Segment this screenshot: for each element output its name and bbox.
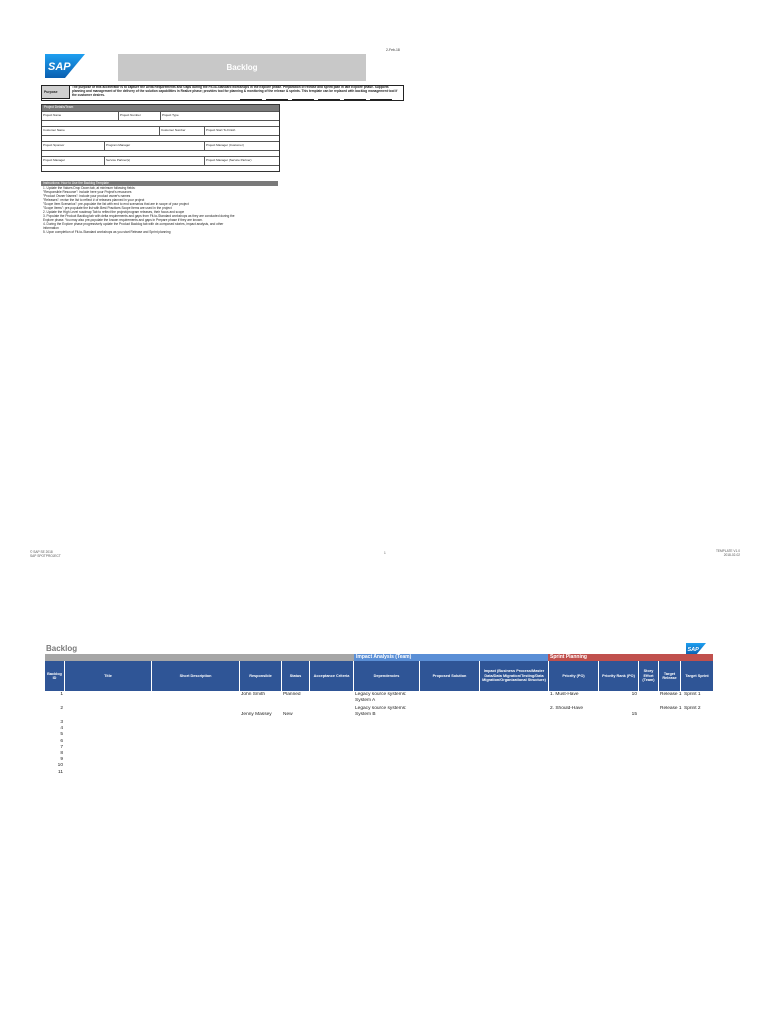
col-priority[interactable]: Priority (PO) [549, 661, 599, 691]
divider [240, 99, 262, 100]
cell-id: 5 [60, 732, 63, 738]
field-label: Project Manager (Service Partner) [206, 158, 252, 162]
field-label: Project Start To Finish [206, 128, 236, 132]
cell-title[interactable] [65, 706, 152, 720]
instruction-line: 3. Populate the Product Backlog tab with delta requirements and gaps from Fit-to-Standard workshops as they are conducted during the [43, 214, 235, 218]
project-details-header: Project Details/Team [42, 105, 279, 111]
instruction-line: information [43, 226, 59, 230]
col-story-effort[interactable]: Story Effort (Team) [639, 661, 659, 691]
cell-solution[interactable] [420, 692, 480, 706]
divider [292, 99, 314, 100]
divider [266, 99, 288, 100]
cell-impact[interactable] [480, 692, 549, 706]
cell-impact[interactable] [480, 706, 549, 720]
cell-id: 1 [60, 692, 63, 697]
field-label: Project Sponsor [42, 142, 105, 150]
cell-acceptance[interactable] [310, 692, 354, 706]
col-status[interactable]: Status [282, 661, 310, 691]
col-acceptance-criteria[interactable]: Acceptance Criteria [310, 661, 354, 691]
cell-acceptance[interactable] [310, 706, 354, 720]
col-target-release[interactable]: Target Release [659, 661, 681, 691]
column-group-row [45, 654, 713, 661]
purpose-label: Purpose [41, 85, 70, 99]
col-impact[interactable]: Impact (Business Process/Master Data/Data Migration/Testing/Data Migration/Organizational Structure) [480, 661, 549, 691]
col-dependencies[interactable]: Dependencies [354, 661, 420, 691]
cell-id: 4 [60, 726, 63, 732]
col-title[interactable]: Title [65, 661, 152, 691]
instruction-line: Explore phase. You may also pre-populate the known requirements and gaps in Prepare phase if they are known. [43, 218, 203, 222]
instruction-line: "Product Owner Names": include your product owner's names [43, 194, 131, 198]
instruction-line: 1. Update the Values Drop Down tab, at minimum following fields: [43, 186, 136, 190]
footer-right: TEMPLATE V1.0 2018-02-02 [715, 549, 740, 557]
field-label: Project Number [119, 112, 161, 120]
cell-sprint[interactable]: Sprint 1 [684, 692, 701, 697]
field-label: Customer Name [42, 127, 160, 135]
col-proposed-solution[interactable]: Proposed Solution [420, 661, 480, 691]
instruction-line: "Scope Item Scenarios": pre-populate the list with end to end scenarios that are in scope of your project [43, 202, 189, 206]
col-backlog-id[interactable]: Backlog ID [45, 661, 65, 691]
cell-priority[interactable]: 1. Must-Have [550, 692, 579, 697]
backlog-table-body [45, 692, 713, 776]
svg-text:SAP: SAP [48, 61, 71, 73]
cell-desc[interactable] [152, 692, 240, 706]
cell-effort[interactable] [639, 706, 659, 720]
instruction-line: 4. During the Explore phase progressively update the Product Backlog tab with de-composed stories, impact analysis, and other [43, 222, 224, 226]
cell-id: 2 [60, 706, 63, 711]
cell-id: 7 [60, 744, 63, 750]
cell-responsible[interactable]: John Smith [241, 692, 265, 697]
field-label: Project Manager [42, 157, 105, 165]
cell-priority[interactable]: 2. Should-Have [550, 706, 584, 711]
instruction-line: "Responsible Resource": include here your Project's resources [43, 190, 132, 194]
instruction-line: 2. Update the High Level roadmap Tab to reflect the project/program releases, their focus and scope [43, 210, 185, 214]
cell-title[interactable] [65, 692, 152, 706]
project-row [42, 111, 279, 120]
field-label: Project Name [42, 112, 119, 120]
backlog-title: Backlog [46, 644, 78, 653]
svg-text:SAP: SAP [687, 647, 699, 653]
cell-dependencies[interactable]: Legacy source systems: System B [355, 706, 407, 717]
cell-id: 8 [60, 750, 63, 756]
field-label: Project Manager (Customer) [206, 143, 244, 147]
instructions-list [43, 186, 283, 234]
cell-release[interactable]: Release 1 [660, 692, 682, 697]
project-input-row[interactable] [42, 165, 279, 171]
divider [344, 99, 366, 100]
instruction-line: 5. Upon completion of Fit-to-Standard workshops as you start Release and Sprint planning [43, 230, 171, 234]
table-row[interactable] [45, 770, 713, 776]
project-details-table [41, 104, 280, 172]
table-row[interactable] [45, 692, 713, 706]
col-target-sprint[interactable]: Target Sprint [685, 673, 709, 678]
col-priority-rank[interactable]: Priority Rank (PO) [599, 661, 639, 691]
field-label: Customer Number [160, 127, 205, 135]
cell-id: 9 [60, 757, 63, 763]
field-label: Service Partner(s) [105, 157, 205, 165]
group-sprint-planning: Sprint Planning [548, 654, 713, 661]
cell-rank[interactable]: 15 [631, 712, 637, 717]
cell-solution[interactable] [420, 706, 480, 720]
instruction-line: "Scope Items": pre-populate the list with Best Practices Scope Items are used in the project [43, 206, 172, 210]
cell-sprint[interactable]: Sprint 2 [684, 706, 701, 711]
cell-status[interactable]: Planned [283, 692, 301, 697]
purpose-text: The purpose of this accelerator is to capture the Delta Requirements and Gaps during the Fit-to-Standard workshops in the Explore phase. Preparation of release and sprint plan in late Explore phase. Supports planning and management of the delivery of the solution capabilities in Realize phase; provides tool for planning & monitoring of the release & sprints. This template can be replaced with backlog management tool if the customer desires. [72, 85, 398, 97]
col-short-description[interactable]: Short Description [152, 661, 240, 691]
cell-id: 6 [60, 738, 63, 744]
cell-effort[interactable] [639, 692, 659, 706]
group-general [45, 654, 354, 661]
document-date: 2-Feb-18 [386, 48, 400, 52]
cell-desc[interactable] [152, 706, 240, 720]
group-impact-analysis: Impact Analysis (Team) [354, 654, 548, 661]
sap-logo [45, 54, 85, 78]
instructions-title: Instructions: How to Use the Backlog Template [43, 181, 109, 185]
project-row [42, 141, 279, 150]
cell-id: 11 [58, 769, 63, 775]
project-row [42, 156, 279, 165]
cell-dependencies[interactable]: Legacy source systems: System A [355, 692, 407, 703]
field-label: Project Type [162, 113, 179, 117]
cell-id: 10 [57, 763, 63, 769]
col-responsible[interactable]: Responsible [240, 661, 282, 691]
cell-responsible[interactable]: Jenny Massey [241, 712, 272, 717]
table-row[interactable] [45, 706, 713, 720]
project-row [42, 126, 279, 135]
divider [370, 99, 392, 100]
field-label: Program Manager [105, 142, 205, 150]
footer-left: © SAP SE 2018 SAP SPOTPROJECT [30, 550, 61, 558]
cell-id: 3 [60, 720, 63, 725]
page-title: Backlog [118, 54, 366, 81]
instruction-line: "Releases": revise the list to reflect # of releases planned in your project [43, 198, 145, 202]
table-header [45, 661, 713, 691]
divider [318, 99, 340, 100]
cell-release[interactable]: Release 1 [660, 706, 682, 711]
page-number: 1 [384, 551, 386, 555]
cell-rank[interactable]: 10 [631, 692, 637, 697]
cell-status[interactable]: New [283, 712, 293, 717]
